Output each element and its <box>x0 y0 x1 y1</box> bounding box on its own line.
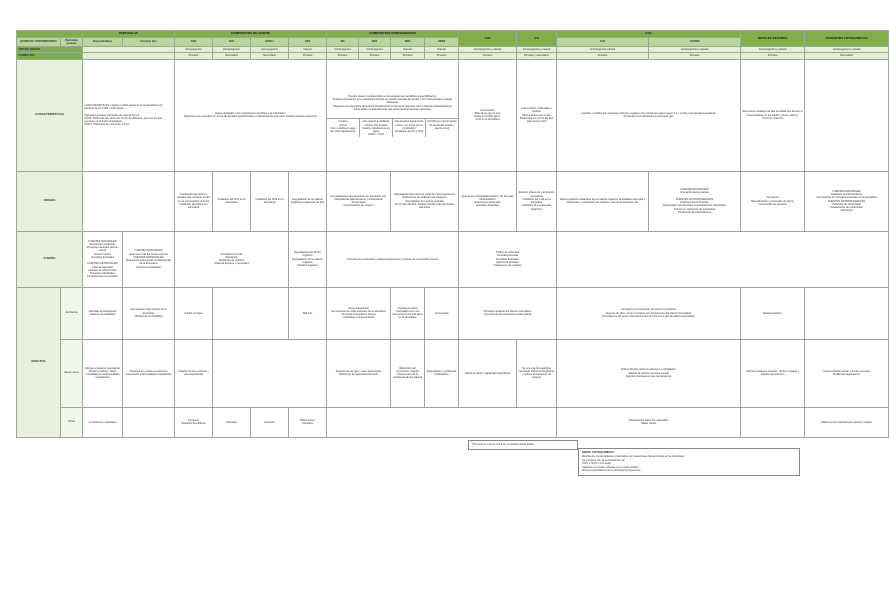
amb-h2s: Mal olor <box>289 287 327 339</box>
header-metales: METALES PESADOS <box>741 31 805 47</box>
orig-metales: Transporte Mineralización y procesado de plomo Incineración de residuos <box>741 171 805 231</box>
fuente-pm: FUENTES NATURALES Erupciones volcánicas Procesos naturales (arena, polvo) Aerosol marino Incendios forestales FUENTES ARTIFICIALES Labores agrícolas Labores de construcción Procesos industriales Combustiones incompletas <box>83 231 123 287</box>
fuente-carbono: Tráfico de vehículos Centrales térmicas Incendios forestales Quema de biomasa Tratamiento de residuos <box>459 231 557 287</box>
orig-h2so4: Oxidación del SO3 en la atmósfera <box>251 171 289 231</box>
amb-hno3: Lluvia ácida <box>425 287 459 339</box>
char-nox: Gas incoloro ligeramente tóxico y se forma por la combustión Semejante de NO y NO2 <box>392 119 425 137</box>
char-particulas: CARACTERISTICAS: Liquido o sólido presente en la atmósfera con tamaños entre 0.002 y 100 micras Particulas gruesas: partículas de más de 10 µm. PM10: Partículas de menos de 10 µm de diámetro, que son las que penetran en el tracto respiratorio. PM2.5: Partículas de menos de 2,5 µm. <box>83 59 175 171</box>
row-label-formacion: FORMACION <box>17 53 83 59</box>
sv-nox: Irritación de los ojos y vías respiratorias Disminuye la capacidad pulmonar <box>327 339 391 407</box>
otros-fotoquimicos: Daños en los materiales de caucho y tejidos <box>805 407 889 437</box>
row-label-caracteristicas: CARACTERISTICAS <box>17 59 83 171</box>
char-co: Gas incoloro, inflamable e inodoro Menos denso que el aire Reacciona con el O2 del aire para formar CO2 <box>517 59 557 171</box>
sv-fotoquimicos: Causa irritación ocular y de las mucosas Problemas respiratorios <box>805 339 889 407</box>
orig-so3: Oxidación del SO2 en la atmósfera <box>213 171 251 231</box>
char-no2: Gas marrón amarillento Intenso olor irritante Soluble rápidamente en agua HNO3 + NO3 <box>359 119 392 137</box>
header-so3: SO3 <box>213 37 251 46</box>
header-ch4: CH4 <box>557 37 649 46</box>
effects-environment-row <box>17 287 889 339</box>
header-pm-gruesas: Particulas gruesas <box>61 37 83 46</box>
amb-so2: Acidez en lagos <box>175 287 213 339</box>
pollutants-table <box>16 30 889 438</box>
header-azufre: COMPUESTOS DE AZUFRE <box>175 31 327 38</box>
origin-type-row: TIPO DE ORIGEN Antropogenico Antropogenico Antropogenico Natural Antropogenico Antropogenico Natural Natural Antropogenico y natural Antropogenico y natural Antropogenico natural Antropogenico y natural Antropogenico y natural Antropogenico y natural <box>17 47 889 53</box>
orig-co2: Quema de combustibles fósiles y de biomasa Deforestación Erupciones volcánicas Incendios forestales <box>459 171 517 231</box>
header-quimicos: QUIMICOS CONTAMINANTES <box>17 37 61 46</box>
smog-note <box>578 448 800 476</box>
source-row <box>17 231 889 287</box>
header-particulas: PARTICULAS <box>83 31 175 38</box>
effects-living-row <box>17 339 889 407</box>
smog-note-body: Mezcla de contaminantes producidos por reacciones fotoquímicas en la atmósfera Se produce por la combinación de: COV + NOX + luz solar Aparece en zonas urbanas con mucho tráfico Ozono troposférico como principal componente <box>582 453 684 473</box>
smog-note-title: SMOG FOTOQUIMICO: <box>582 450 615 454</box>
header-covnm: COVNM <box>649 37 741 46</box>
sv-so2: Irritación de las mucosas y vías respiratorias <box>175 339 213 407</box>
header-co2: CO2 <box>459 31 517 47</box>
row-label-origen: TIPO DE ORIGEN <box>17 47 83 53</box>
otros-so2: Corrosión Deterioro de edificios <box>175 407 213 437</box>
row-label-seres-vivos: Seres vivos <box>61 339 83 407</box>
header-row-1 <box>17 31 889 38</box>
fuente-azufre: Centrales térmicas Transporte Refinerías de petróleo Industria química y cementera <box>175 231 289 287</box>
header-co: CO <box>517 31 557 47</box>
characteristics-row <box>17 59 889 171</box>
sv-co2: Afecta la salud y capacidad respiratoria <box>459 339 517 407</box>
effects-other-row <box>17 407 889 437</box>
char-nitrogenados: Pueden causar grandes daños a los ecosistemas sensibles a la acidificación. Pueden permanecer en la atmósfera durante un periodo elevado de tiempo y ser transportados a largas distancias. Regresan a la superficie de la tierra directamente en forma de depósito seco o húmedo (principalmente lluvia ácida) o indirectamente tras unas transformaciones químicas. <box>332 94 453 111</box>
header-cov: COV <box>557 31 741 38</box>
char-no: Incoloro Inoloro Poco soluble en agua Se oxida rápidamente <box>330 120 356 133</box>
header-hno3: HNO3 <box>425 37 459 46</box>
orig-nox-natural: Degradación del suelo por parte de microorganismos Reacciones de oxidación de nitrógeno Degradación de materia orgánica En el caso del NO, también debido a las tormentas eléctricas <box>391 171 459 231</box>
row-label-ambiente: Ambiente <box>61 287 83 339</box>
otros-h2s: Malos olores Corrosión <box>289 407 327 437</box>
sv-hno3: Quemaduras y problemas respiratorios <box>425 339 459 407</box>
sv-pm: Afectan el sistema respiratorio Alteran la salud y mayor mortalidad por enfermedades respiratorias <box>83 339 123 407</box>
char-fotoquimicos <box>805 59 889 171</box>
row-label-fuente: FUENTE <box>17 231 83 287</box>
amb-nox: Smog fotoquímico Se combina con otras especies de la atmósfera formando compuestos tóxicos Contribuye a la lluvia ácida <box>327 287 391 339</box>
header-so2: SO2 <box>175 37 213 46</box>
sv-nox-vegetal: Reducción del crecimiento vegetal Disminución de la resistencia de las plantas <box>391 339 425 407</box>
char-cov: Líquidos o sólidos que contienen carbono orgánico con presión de vapor mayor a 0,1 mmHg a temperatura ambiente Presentes en la atmósfera en forma de gas <box>557 59 741 171</box>
orig-nox: Los parámetros que favorecen su formación son: Velocidad de calentamiento y enfriamiento Temperatura Concentración de oxígeno <box>327 171 391 231</box>
otros-so3: Corrosión <box>213 407 251 437</box>
sv-metales: Afectan al sistema nervioso, riñones, hígado y sistema reproductivo <box>741 339 805 407</box>
otros-h2so4: Corrosión <box>251 407 289 437</box>
formation-row: FORMACION Primario Secundario Secundario Primario Primario Primario Primario Primario Primario Primario y secundario Primario Primario Primario Secundario <box>17 53 889 59</box>
amb-pm-fina: Permanecen largo tiempo en la atmósfera Difusión de la visibilidad <box>123 287 175 339</box>
fuente-h2s: Degradación del azufre orgánico Degradación de la materia orgánica Industria papelera <box>289 231 327 287</box>
row-label-efectos: EFECTOS <box>17 287 61 437</box>
amb-cov: Contribuye a la formación de ozono troposférico Algunos de ellos, como el metano, son precursores del efecto invernadero El metano es 23 veces más potente que el CO2 como gas de efecto invernadero <box>557 287 741 339</box>
orig-fotoquimicos: FUENTES NATURALES Oxidación de hidrocarburos Compuestos de nitrógeno presentes en la atmósfera FUENTES ANTROPOGENICAS Vehículos de combustión Instalaciones de combustión Transporte <box>805 171 889 231</box>
header-nitrogenados: COMPUESTOS NITROGENADOS <box>327 31 459 38</box>
row-label-origen-big: ORIGEN <box>17 171 83 231</box>
sv-cov: Daños directos sobre la salud por su inhalación Afectan al sistema nervioso central Algunos compuestos son cancerígenos <box>557 339 741 407</box>
char-co2: Gas incoloro Más denso que el aire Emite un 0,03% aprox. CO2 en la atmósfera <box>459 59 517 171</box>
amb-co2: Principal causante del efecto invernadero Aumento de la temperatura media global <box>459 287 557 339</box>
header-no: NO <box>327 37 359 46</box>
char-metales: Elementos metálicos de alta toxicidad que tienden a bioacumularse en los tejidos: plomo, cadmio, mercurio, arsénico <box>741 59 805 171</box>
amb-nox-invernadero: Importante efecto invernadero con una permanencia de 100 años en la atmósfera <box>391 287 425 339</box>
otros-pm: Corrosión de materiales <box>83 407 123 437</box>
header-no2: NO2 <box>359 37 391 46</box>
header-nox: NOX <box>391 37 425 46</box>
orig-cov-fuentes: FUENTES NATURALES Liberación de las plantas FUENTES ANTROPOGENICAS Procesos de combustión Evaporación de solventes en instalaciones industriales Intenso en carreteras de la industria Producción de hidrocarburos <box>649 171 741 231</box>
fuente-nitrogenados: Procesos de combustión a altas temperaturas y motores de combustión interna <box>327 231 459 287</box>
acid-rain-note: *Si el pH es menor a 5,6 se considera lluvia ácida <box>468 440 578 450</box>
orig-so2: Combustión de carbón y petróleo que contiene azufre en su composición química Oxidación del H2S en la atmósfera <box>175 171 213 231</box>
orig-cov: Descomposición anaerobia de la materia orgánica, actividades agrícolas y transportes y eliminación de residuos, quema de biomasa, etc. <box>557 171 649 231</box>
orig-co: Emisión directa de combustión incompleta Oxidación del CH4 en la atmósfera Oxidación de compuestos orgánicos <box>517 171 557 231</box>
header-h2s: H2S <box>289 37 327 46</box>
origin-row <box>17 171 889 231</box>
fuente-pm-fina: FUENTES NATURALES Igual que el de las zonas urbanas FUENTES ARTIFICIALES Reacciones entre gases contaminantes de la atmósfera Procesos industriales <box>123 231 175 287</box>
orig-h2s: Degradación de la materia orgánica en ausencia de aire <box>289 171 327 231</box>
otros-cov: Desperfectos sobre los materiales Malos olores <box>557 407 741 437</box>
amb-pm: Dificultan la fotosíntesis Reducen la visibilidad <box>83 287 123 339</box>
header-pm25: Fracción fina <box>123 37 175 46</box>
header-pm10: Finas/ultrafinas <box>83 37 123 46</box>
header-h2so4: H2SO4 <box>251 37 289 46</box>
row-label-otros: Otros <box>61 407 83 437</box>
char-hno3: Contribuye a la formación de aerosoles ácidos y efecto smog <box>425 119 458 137</box>
sv-pm-fina: Penetran en el tracto respiratorio provocando enfermedades respiratorias <box>123 339 175 407</box>
sv-co: Se une a la hemoglobina formando carboxihemoglobina y reduce el transporte de oxígeno <box>517 339 557 407</box>
char-azufre: Gases derivados a los ecosistemas sensibles a la sulfuración. Regresan a la superficie en forma de depósito seco/húmedo o indirectamente tras unas transformaciones químicas <box>175 59 327 171</box>
amb-metales: Bioacumulación <box>741 287 805 339</box>
header-fotoquimicos: OXIDANTES FOTOQUIMICOS <box>805 31 889 47</box>
